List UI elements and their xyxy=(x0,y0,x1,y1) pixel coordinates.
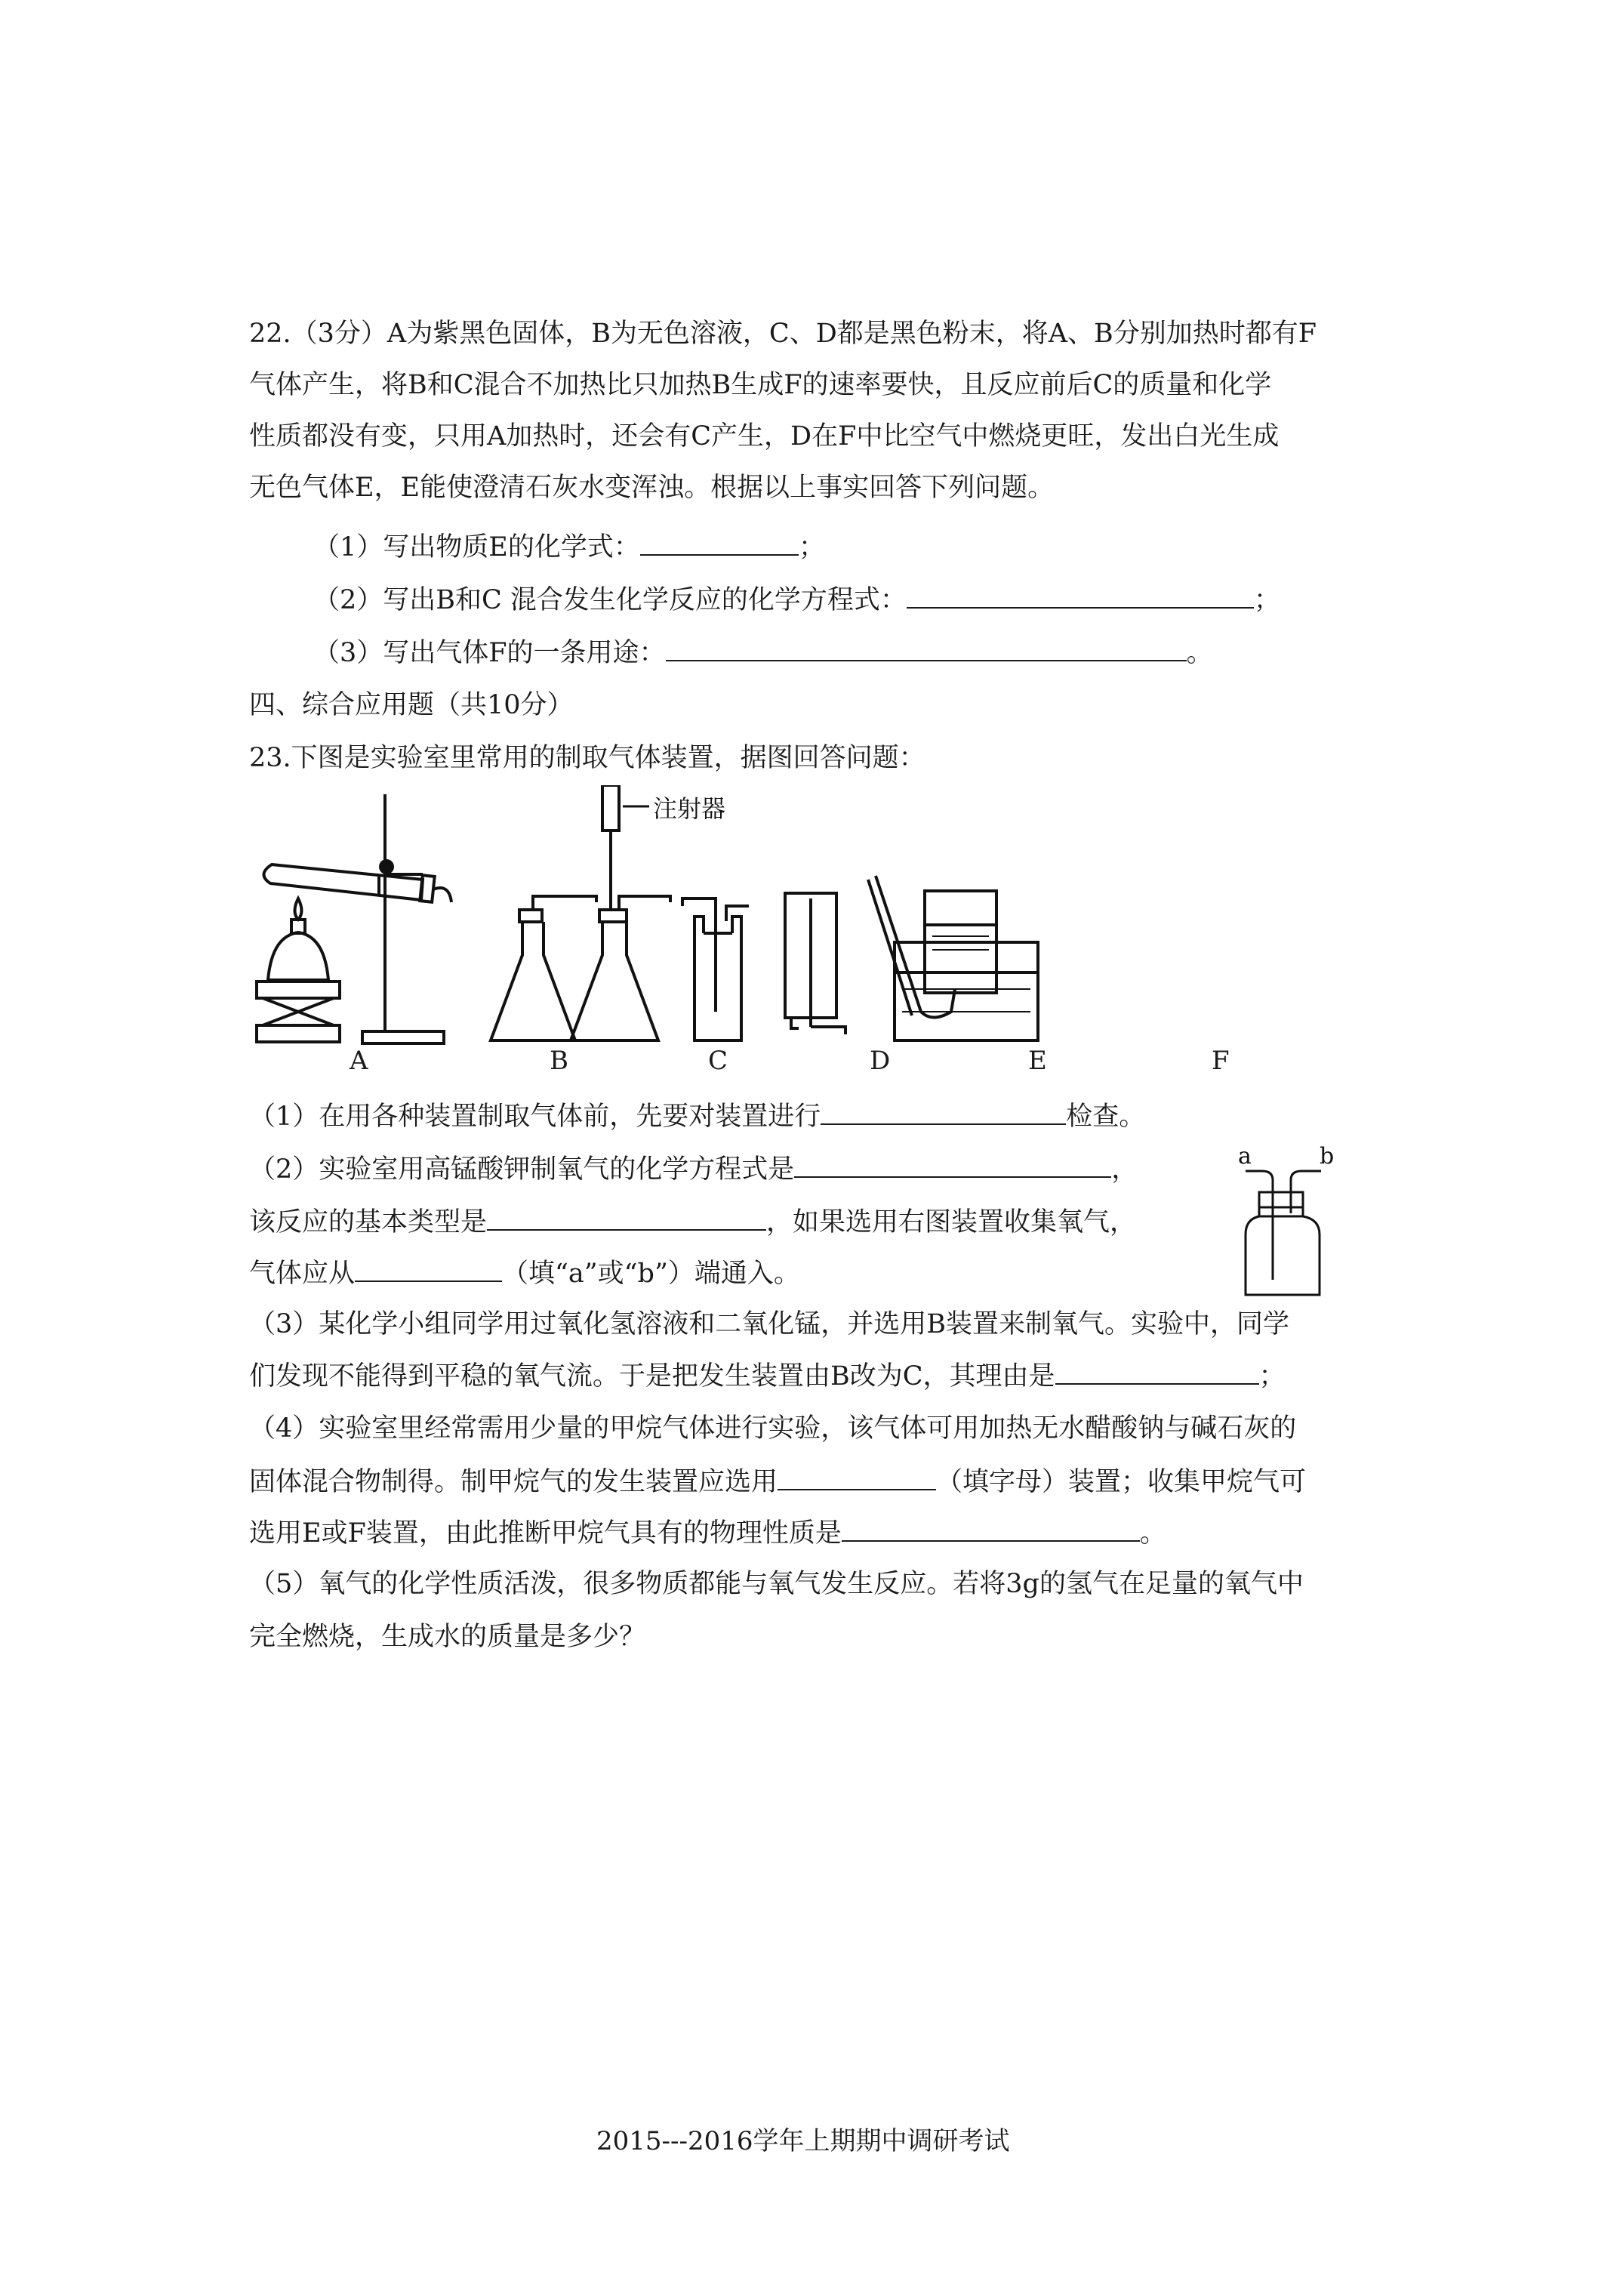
q23-part-5-line-2: 完全燃烧，生成水的质量是多少？ xyxy=(249,1622,646,1652)
collection-bottle-figure xyxy=(1223,1144,1344,1302)
label-d: D xyxy=(870,1046,891,1076)
label-a: A xyxy=(350,1046,368,1076)
answer-blank-bc-equation[interactable] xyxy=(907,583,1254,609)
section-4-title: 四、综合应用题（共10分） xyxy=(249,690,574,720)
q22-sub-1-end: ； xyxy=(798,532,825,562)
q23-part-2b-text: 该反应的基本类型是 xyxy=(249,1207,488,1237)
answer-blank-e-formula[interactable] xyxy=(640,530,799,556)
answer-blank-reason[interactable] xyxy=(1055,1359,1259,1385)
q23-part-2b xyxy=(249,1205,1136,1239)
q23-part-1-end: 检查。 xyxy=(1066,1102,1146,1132)
q23-part-1-text: （1）在用各种装置制取气体前，先要对装置进行 xyxy=(249,1102,821,1132)
label-e: E xyxy=(1028,1046,1047,1076)
apparatus-c xyxy=(571,785,670,1040)
q22-sub-2 xyxy=(313,583,1280,617)
q22-line-1: 22.（3分）A为紫黑色固体，B为无色溶液，C、D都是黑色粉末，将A、B分别加热时都有F xyxy=(249,319,1317,349)
port-a-label: a xyxy=(1238,1144,1252,1170)
apparatus-figure xyxy=(242,785,1344,1087)
q22-sub-3 xyxy=(313,636,1213,670)
answer-blank-reaction-type[interactable] xyxy=(487,1205,766,1231)
q22-sub-2-text: （2）写出B和C 混合发生化学反应的化学方程式： xyxy=(313,585,907,615)
label-b: B xyxy=(550,1046,568,1076)
q23-part-4-text-a: 固体混合物制得。制甲烷气的发生装置应选用 xyxy=(249,1467,778,1497)
answer-blank-kmno4-equation[interactable] xyxy=(794,1152,1111,1178)
q23-part-2c-end: （填“a”或“b”）端通入。 xyxy=(502,1259,800,1289)
q22-line-4: 无色气体E，E能使澄清石灰水变浑浊。根据以上事实回答下列问题。 xyxy=(249,473,1055,503)
label-c: C xyxy=(708,1046,728,1076)
q22-sub-3-end: 。 xyxy=(1186,638,1213,668)
q22-sub-3-text: （3）写出气体F的一条用途： xyxy=(313,638,666,668)
answer-blank-inlet[interactable] xyxy=(355,1256,502,1282)
q22-sub-1 xyxy=(313,530,825,564)
q23-part-4-end-a: （填字母）装置；收集甲烷气可 xyxy=(936,1467,1307,1497)
answer-blank-check[interactable] xyxy=(821,1099,1066,1125)
q23-part-2b-end: ，如果选用右图装置收集氧气， xyxy=(766,1207,1137,1237)
q23-part-4-line-1: （4）实验室里经常需用少量的甲烷气体进行实验，该气体可用加热无水醋酸钠与碱石灰的 xyxy=(249,1413,1297,1444)
q23-part-4-line-3 xyxy=(249,1516,1166,1550)
page-footer: 2015---2016学年上期期中调研考试 xyxy=(596,2126,1010,2156)
q23-part-5-line-1: （5）氧气的化学性质活泼，很多物质都能与氧气发生反应。若将3g的氢气在足量的氧气中 xyxy=(249,1569,1304,1599)
q23-part-4-text-b: 选用E或F装置，由此推断甲烷气具有的物理性质是 xyxy=(249,1518,842,1549)
apparatus-e xyxy=(785,893,845,1034)
syringe-label: 注射器 xyxy=(653,794,726,823)
q23-part-2-end: ， xyxy=(1111,1154,1138,1185)
q23-part-4-end-b: 。 xyxy=(1139,1518,1166,1549)
q23-part-2c xyxy=(249,1256,800,1290)
q23-part-3-text: 们发现不能得到平稳的氧气流。于是把发生装置由B改为C，其理由是 xyxy=(249,1361,1055,1391)
q23-part-2 xyxy=(249,1152,1138,1186)
apparatus-b xyxy=(491,896,596,1040)
label-f: F xyxy=(1212,1046,1230,1076)
q23-part-4-line-2 xyxy=(249,1465,1306,1499)
q23-part-3-line-1: （3）某化学小组同学用过氧化氢溶液和二氧化锰，并选用B装置来制氧气。实验中，同学 xyxy=(249,1309,1289,1339)
port-b-label: b xyxy=(1320,1144,1335,1170)
apparatus-d xyxy=(682,898,749,1040)
q23-part-1 xyxy=(249,1099,1145,1133)
apparatus-f xyxy=(868,876,1038,1040)
answer-blank-generator[interactable] xyxy=(778,1465,936,1490)
apparatus-a xyxy=(257,794,451,1043)
q22-sub-2-end: ； xyxy=(1253,585,1280,615)
q23-part-3-line-2 xyxy=(249,1359,1286,1393)
q23-part-2c-text: 气体应从 xyxy=(249,1259,356,1289)
answer-blank-physical-property[interactable] xyxy=(842,1516,1140,1542)
q23-intro: 23.下图是实验室里常用的制取气体装置，据图回答问题： xyxy=(249,743,925,773)
q22-line-2: 气体产生，将B和C混合不加热比只加热B生成F的速率要快，且反应前后C的质量和化学 xyxy=(249,370,1272,400)
q23-part-2-text: （2）实验室用高锰酸钾制氧气的化学方程式是 xyxy=(249,1154,795,1185)
q22-line-3: 性质都没有变，只用A加热时，还会有C产生，D在F中比空气中燃烧更旺，发出白光生成 xyxy=(249,421,1280,451)
answer-blank-f-use[interactable] xyxy=(666,636,1187,661)
q22-sub-1-text: （1）写出物质E的化学式： xyxy=(313,532,640,562)
q23-part-3-end: ； xyxy=(1258,1361,1286,1391)
